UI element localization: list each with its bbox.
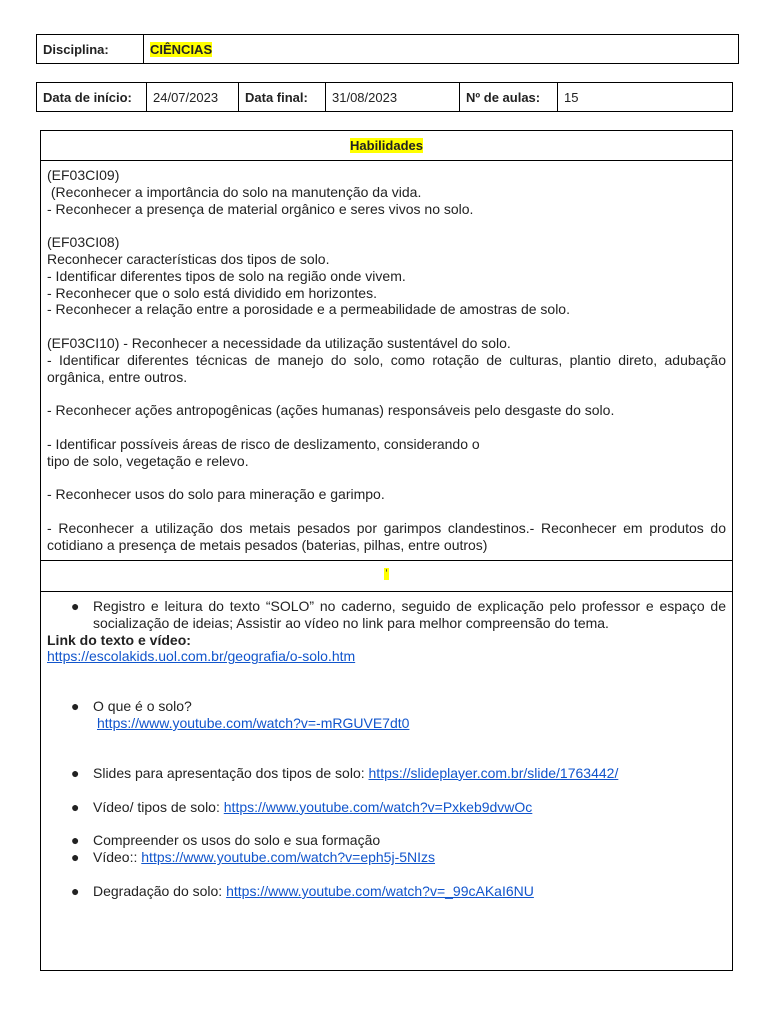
skills-title: Habilidades <box>350 138 423 153</box>
list-item <box>47 698 726 732</box>
content-box <box>40 130 733 971</box>
list-item <box>47 832 726 849</box>
skills-header <box>41 131 732 161</box>
skill-line: - Reconhecer a presença de material orgânico e seres vivos no solo. <box>47 200 474 217</box>
activity-text: Registro e leitura do texto “SOLO” no caderno, seguido de explicação pelo professor e espaço de socialização de ideias; Assistir ao vídeo no link para melhor compreensão do tema. <box>93 598 726 631</box>
end-date-value: 31/08/2023 <box>332 89 398 105</box>
list-item <box>47 883 726 900</box>
bullet-icon: ● <box>71 832 80 849</box>
activity-text: Slides para apresentação dos tipos de solo: <box>93 764 369 781</box>
activity-text: Degradação do solo: <box>93 882 227 899</box>
link-label: Link do texto e vídeo: <box>47 631 191 648</box>
dates-table <box>36 82 733 112</box>
link-youtube-soil-degradation[interactable]: https://www.youtube.com/watch?v=_99cAKaI6NU <box>226 882 534 899</box>
list-item <box>47 849 726 866</box>
activities-body <box>41 592 732 900</box>
activities-list <box>47 765 726 782</box>
link-slideplayer[interactable]: https://slideplayer.com.br/slide/1763442/ <box>368 764 619 781</box>
activities-list <box>47 832 726 866</box>
link-youtube-soil-uses[interactable]: https://www.youtube.com/watch?v=eph5j-5NIzs <box>141 849 436 866</box>
bullet-icon: ● <box>71 798 80 815</box>
end-date-label: Data final: <box>245 89 308 105</box>
skill-line: - Identificar diferentes tipos de solo na região onde vivem. <box>47 267 406 284</box>
activities-list <box>47 598 726 632</box>
skill-line: Reconhecer características dos tipos de solo. <box>47 250 330 267</box>
skill-line: - Identificar possíveis áreas de risco de deslizamento, considerando o <box>47 435 480 452</box>
list-item <box>47 765 726 782</box>
skill-line: - Reconhecer a utilização dos metais pesados por garimpos clandestinos.- Reconhecer em produtos do cotidiano a presença de metais pesados (baterias, pilhas, entre outros) <box>47 519 726 553</box>
bullet-icon: ● <box>71 849 80 866</box>
start-date-value: 24/07/2023 <box>153 89 219 105</box>
skill-line: (EF03CI09) <box>47 167 120 183</box>
discipline-value-cell <box>144 35 739 64</box>
activities-list <box>47 698 726 732</box>
lessons-value: 15 <box>564 89 579 105</box>
skills-body <box>41 161 732 561</box>
skill-line: (EF03CI10) - Reconhecer a necessidade da utilização sustentável do solo. <box>47 334 511 351</box>
skill-line: - Reconhecer ações antropogênicas (ações humanas) responsáveis pelo desgaste do solo. <box>47 402 615 419</box>
activity-text: Compreender os usos do solo e sua formação <box>93 832 381 849</box>
bullet-icon: ● <box>71 882 80 899</box>
discipline-label-cell <box>37 35 144 64</box>
skill-line: (Reconhecer a importância do solo na manutenção da vida. <box>47 183 422 200</box>
activities-header-mark: ‘ <box>385 568 388 579</box>
skill-line: - Reconhecer usos do solo para mineração e garimpo. <box>47 486 385 503</box>
discipline-table <box>36 34 739 64</box>
skill-line: - Reconhecer a relação entre a porosidade e a permeabilidade de amostras de solo. <box>47 301 570 318</box>
link-youtube-soil-types[interactable]: https://www.youtube.com/watch?v=Pxkeb9dvwOc <box>223 798 533 815</box>
activity-text: Vídeo/ tipos de solo: <box>93 798 224 815</box>
link-escolakids[interactable]: https://escolakids.uol.com.br/geografia/o-solo.htm <box>47 648 356 665</box>
skill-line: (EF03CI08) <box>47 234 120 251</box>
discipline-value: CIÊNCIAS <box>150 42 213 57</box>
activities-header <box>41 561 732 592</box>
list-item <box>47 598 726 632</box>
discipline-label: Disciplina: <box>43 42 109 57</box>
activity-text: Vídeo:: <box>93 849 142 866</box>
lessons-label: Nº de aulas: <box>466 89 541 105</box>
skill-line: - Reconhecer que o solo está dividido em horizontes. <box>47 284 377 301</box>
activities-list <box>47 799 726 816</box>
bullet-icon: ● <box>71 764 80 781</box>
link-youtube-what-is-soil[interactable]: https://www.youtube.com/watch?v=-mRGUVE7dt0 <box>97 714 410 731</box>
activities-list <box>47 883 726 900</box>
bullet-icon: ● <box>71 598 80 614</box>
list-item <box>47 799 726 816</box>
bullet-icon: ● <box>71 698 80 715</box>
activity-text: O que é o solo? <box>93 698 192 715</box>
start-date-label: Data de início: <box>43 89 132 105</box>
skill-line: tipo de solo, vegetação e relevo. <box>47 452 249 469</box>
skill-line: - Identificar diferentes técnicas de manejo do solo, como rotação de culturas, plantio direto, adubação orgânica, entre outros. <box>47 351 726 385</box>
